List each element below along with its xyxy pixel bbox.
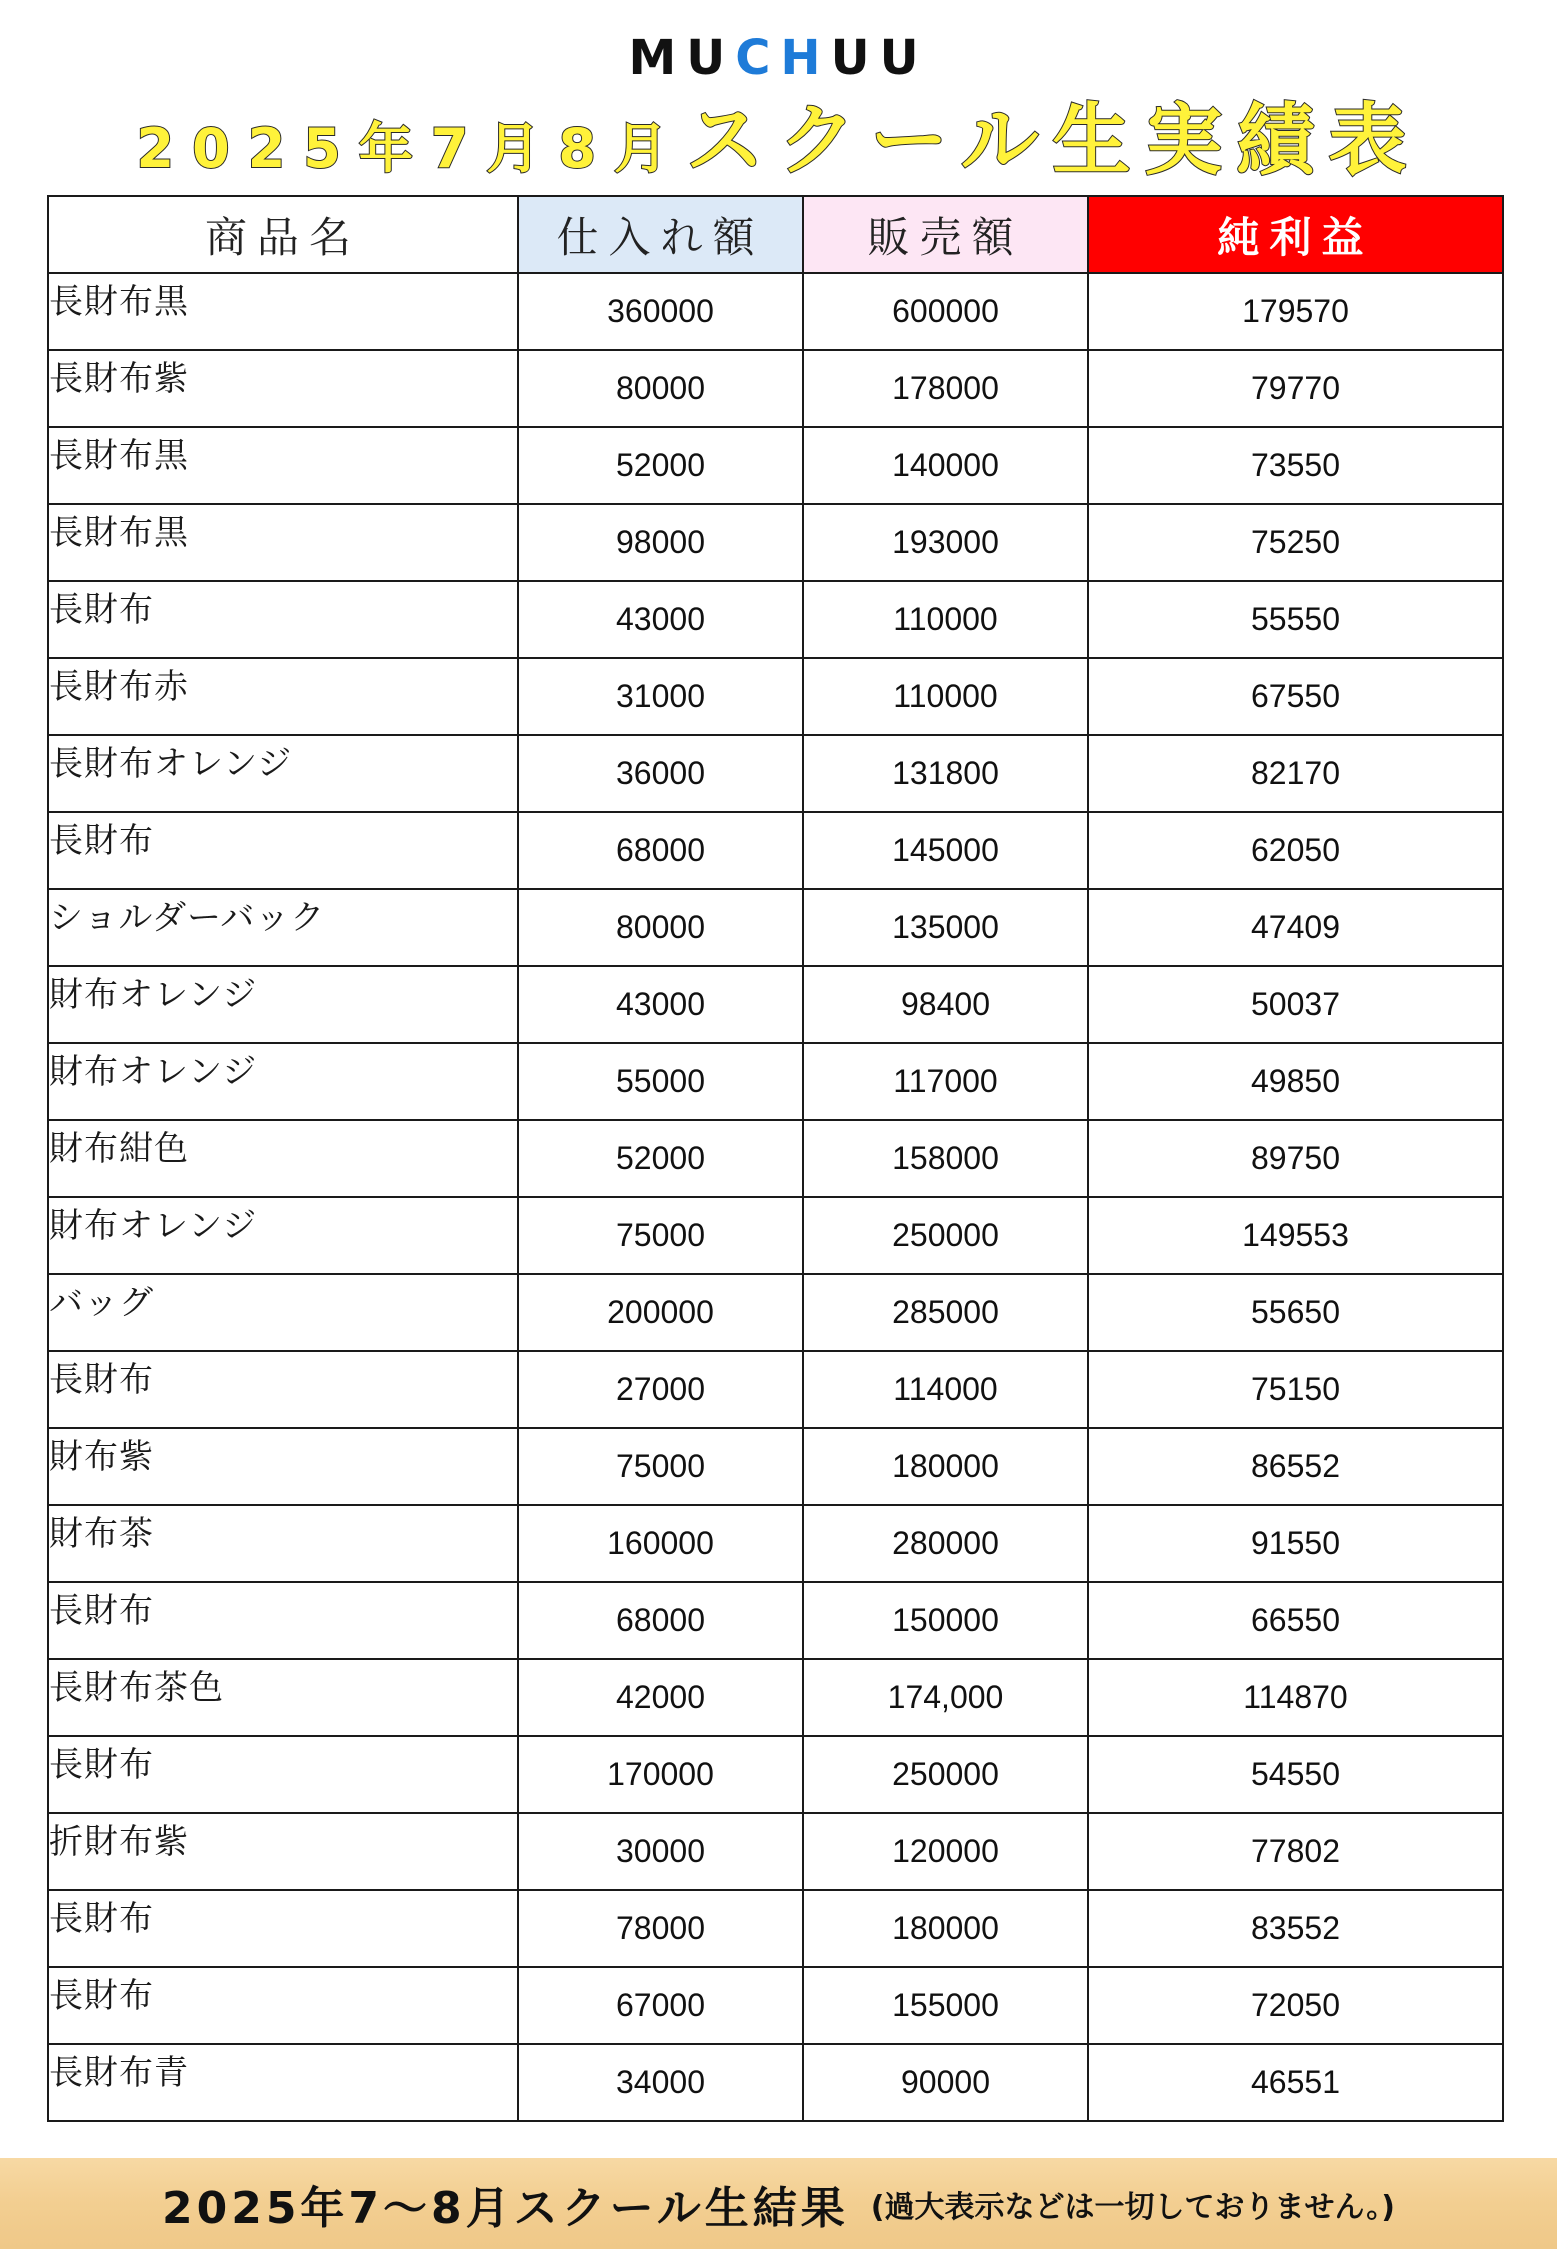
product-name-cell: 財布茶 bbox=[48, 1505, 518, 1582]
product-name-cell: 長財布茶色 bbox=[48, 1659, 518, 1736]
product-name-cell: 長財布赤 bbox=[48, 658, 518, 735]
table-row bbox=[48, 658, 1503, 735]
table-row bbox=[48, 2044, 1503, 2121]
sales-cell: 285000 bbox=[803, 1274, 1088, 1351]
sales-cell: 180000 bbox=[803, 1428, 1088, 1505]
cost-cell: 68000 bbox=[518, 812, 803, 889]
sales-cell: 155000 bbox=[803, 1967, 1088, 2044]
sales-cell: 178000 bbox=[803, 350, 1088, 427]
product-name-cell: 長財布 bbox=[48, 581, 518, 658]
cost-cell: 31000 bbox=[518, 658, 803, 735]
cost-cell: 34000 bbox=[518, 2044, 803, 2121]
product-name-cell: バッグ bbox=[48, 1274, 518, 1351]
sales-cell: 193000 bbox=[803, 504, 1088, 581]
product-name-cell: 長財布 bbox=[48, 1736, 518, 1813]
profit-cell: 55550 bbox=[1088, 581, 1503, 658]
table-row bbox=[48, 1120, 1503, 1197]
footer-main-text: 2025年7〜8月スクール生結果 bbox=[161, 2182, 849, 2234]
table-row bbox=[48, 350, 1503, 427]
sales-cell: 117000 bbox=[803, 1043, 1088, 1120]
table-row bbox=[48, 1813, 1503, 1890]
results-table bbox=[47, 195, 1504, 2122]
table-row bbox=[48, 1505, 1503, 1582]
product-name-cell: 財布オレンジ bbox=[48, 966, 518, 1043]
sales-cell: 250000 bbox=[803, 1736, 1088, 1813]
profit-cell: 55650 bbox=[1088, 1274, 1503, 1351]
table-row bbox=[48, 1043, 1503, 1120]
cost-cell: 75000 bbox=[518, 1428, 803, 1505]
table-row bbox=[48, 273, 1503, 350]
cost-cell: 360000 bbox=[518, 273, 803, 350]
table-row bbox=[48, 1274, 1503, 1351]
product-name-cell: 長財布 bbox=[48, 1351, 518, 1428]
cost-cell: 68000 bbox=[518, 1582, 803, 1659]
title-date: 2025年7月8月 bbox=[136, 117, 686, 180]
profit-cell: 72050 bbox=[1088, 1967, 1503, 2044]
table-body bbox=[48, 273, 1503, 2121]
table-row bbox=[48, 1197, 1503, 1274]
profit-cell: 89750 bbox=[1088, 1120, 1503, 1197]
product-name-cell: 長財布黒 bbox=[48, 504, 518, 581]
profit-cell: 77802 bbox=[1088, 1813, 1503, 1890]
cost-cell: 55000 bbox=[518, 1043, 803, 1120]
logo-text-2: UU bbox=[830, 30, 929, 86]
product-name-cell: 長財布紫 bbox=[48, 350, 518, 427]
product-name-cell: 財布紺色 bbox=[48, 1120, 518, 1197]
sales-cell: 90000 bbox=[803, 2044, 1088, 2121]
profit-cell: 91550 bbox=[1088, 1505, 1503, 1582]
profit-cell: 83552 bbox=[1088, 1890, 1503, 1967]
table-row bbox=[48, 1890, 1503, 1967]
title-main: スクール生実績表 bbox=[686, 96, 1421, 186]
product-name-cell: ショルダーバック bbox=[48, 889, 518, 966]
cost-cell: 80000 bbox=[518, 350, 803, 427]
sales-cell: 174,000 bbox=[803, 1659, 1088, 1736]
footer-banner bbox=[0, 2158, 1557, 2249]
profit-cell: 179570 bbox=[1088, 273, 1503, 350]
sales-cell: 600000 bbox=[803, 273, 1088, 350]
product-name-cell: 財布オレンジ bbox=[48, 1197, 518, 1274]
sales-cell: 158000 bbox=[803, 1120, 1088, 1197]
sales-cell: 114000 bbox=[803, 1351, 1088, 1428]
product-name-cell: 長財布 bbox=[48, 1967, 518, 2044]
sales-cell: 98400 bbox=[803, 966, 1088, 1043]
profit-cell: 54550 bbox=[1088, 1736, 1503, 1813]
sales-cell: 110000 bbox=[803, 658, 1088, 735]
cost-cell: 43000 bbox=[518, 581, 803, 658]
product-name-cell: 折財布紫 bbox=[48, 1813, 518, 1890]
profit-cell: 114870 bbox=[1088, 1659, 1503, 1736]
profit-cell: 67550 bbox=[1088, 658, 1503, 735]
table-row bbox=[48, 1428, 1503, 1505]
sales-cell: 250000 bbox=[803, 1197, 1088, 1274]
table-row bbox=[48, 1659, 1503, 1736]
column-header-product: 商品名 bbox=[48, 196, 518, 273]
profit-cell: 50037 bbox=[1088, 966, 1503, 1043]
sales-cell: 150000 bbox=[803, 1582, 1088, 1659]
table-row bbox=[48, 1351, 1503, 1428]
table-row bbox=[48, 427, 1503, 504]
table-row bbox=[48, 1582, 1503, 1659]
product-name-cell: 長財布青 bbox=[48, 2044, 518, 2121]
sales-cell: 145000 bbox=[803, 812, 1088, 889]
profit-cell: 49850 bbox=[1088, 1043, 1503, 1120]
sales-cell: 280000 bbox=[803, 1505, 1088, 1582]
footer-note-text: (過大表示などは一切しておりません。) bbox=[870, 2189, 1396, 2225]
product-name-cell: 長財布黒 bbox=[48, 427, 518, 504]
table-row bbox=[48, 581, 1503, 658]
cost-cell: 67000 bbox=[518, 1967, 803, 2044]
cost-cell: 36000 bbox=[518, 735, 803, 812]
profit-cell: 75250 bbox=[1088, 504, 1503, 581]
logo-text-1: MU bbox=[628, 30, 736, 86]
cost-cell: 42000 bbox=[518, 1659, 803, 1736]
product-name-cell: 財布紫 bbox=[48, 1428, 518, 1505]
product-name-cell: 長財布黒 bbox=[48, 273, 518, 350]
cost-cell: 52000 bbox=[518, 427, 803, 504]
profit-cell: 82170 bbox=[1088, 735, 1503, 812]
product-name-cell: 長財布 bbox=[48, 1890, 518, 1967]
cost-cell: 27000 bbox=[518, 1351, 803, 1428]
column-header-profit: 純利益 bbox=[1088, 196, 1503, 273]
profit-cell: 149553 bbox=[1088, 1197, 1503, 1274]
table-row bbox=[48, 889, 1503, 966]
profit-cell: 66550 bbox=[1088, 1582, 1503, 1659]
profit-cell: 73550 bbox=[1088, 427, 1503, 504]
table-header-row bbox=[48, 196, 1503, 273]
sales-cell: 140000 bbox=[803, 427, 1088, 504]
profit-cell: 62050 bbox=[1088, 812, 1503, 889]
cost-cell: 170000 bbox=[518, 1736, 803, 1813]
profit-cell: 75150 bbox=[1088, 1351, 1503, 1428]
sales-cell: 120000 bbox=[803, 1813, 1088, 1890]
table-row bbox=[48, 966, 1503, 1043]
column-header-sales: 販売額 bbox=[803, 196, 1088, 273]
profit-cell: 79770 bbox=[1088, 350, 1503, 427]
table-row bbox=[48, 812, 1503, 889]
column-header-cost: 仕入れ額 bbox=[518, 196, 803, 273]
product-name-cell: 長財布 bbox=[48, 812, 518, 889]
table-row bbox=[48, 1967, 1503, 2044]
cost-cell: 75000 bbox=[518, 1197, 803, 1274]
cost-cell: 98000 bbox=[518, 504, 803, 581]
sales-cell: 131800 bbox=[803, 735, 1088, 812]
cost-cell: 52000 bbox=[518, 1120, 803, 1197]
product-name-cell: 財布オレンジ bbox=[48, 1043, 518, 1120]
product-name-cell: 長財布オレンジ bbox=[48, 735, 518, 812]
page-title bbox=[0, 78, 1557, 190]
table-row bbox=[48, 1736, 1503, 1813]
cost-cell: 78000 bbox=[518, 1890, 803, 1967]
product-name-cell: 長財布 bbox=[48, 1582, 518, 1659]
cost-cell: 200000 bbox=[518, 1274, 803, 1351]
cost-cell: 80000 bbox=[518, 889, 803, 966]
table-row bbox=[48, 504, 1503, 581]
profit-cell: 46551 bbox=[1088, 2044, 1503, 2121]
sales-cell: 180000 bbox=[803, 1890, 1088, 1967]
sales-cell: 110000 bbox=[803, 581, 1088, 658]
logo-text-accent: CH bbox=[735, 30, 831, 86]
cost-cell: 30000 bbox=[518, 1813, 803, 1890]
profit-cell: 47409 bbox=[1088, 889, 1503, 966]
cost-cell: 160000 bbox=[518, 1505, 803, 1582]
profit-cell: 86552 bbox=[1088, 1428, 1503, 1505]
sales-cell: 135000 bbox=[803, 889, 1088, 966]
table-row bbox=[48, 735, 1503, 812]
cost-cell: 43000 bbox=[518, 966, 803, 1043]
